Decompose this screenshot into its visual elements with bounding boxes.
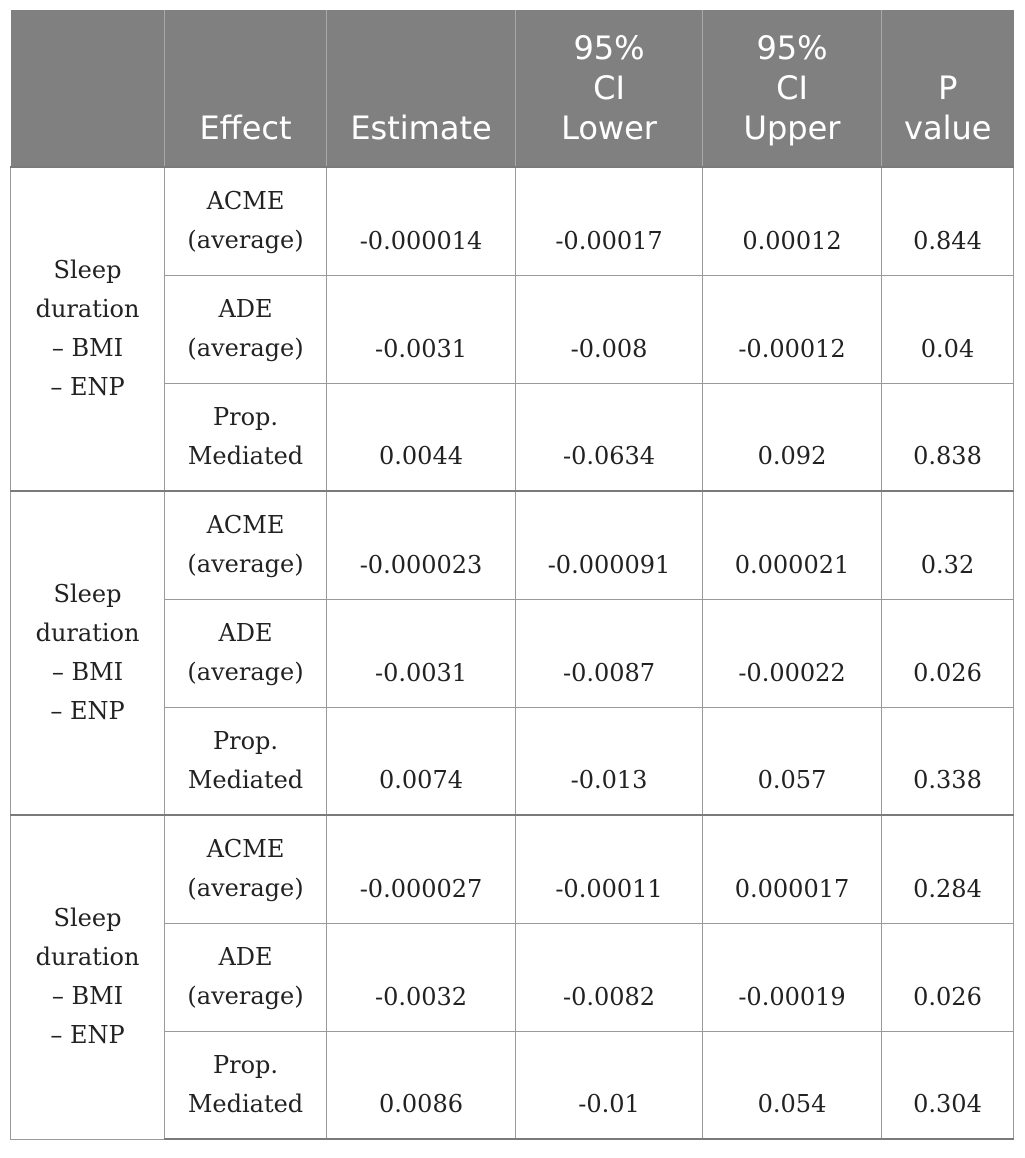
ci-lower-cell: -0.00017 <box>516 167 703 275</box>
estimate-cell: -0.000027 <box>327 815 516 923</box>
ci-upper-cell: -0.00019 <box>703 923 882 1031</box>
p-value-cell: 0.838 <box>882 383 1014 491</box>
effect-cell <box>165 599 327 707</box>
header-group <box>11 10 165 167</box>
table-header <box>11 10 1014 167</box>
header-ci-lower-line: 95% <box>573 29 645 67</box>
p-value-cell: 0.338 <box>882 707 1014 815</box>
group-label-line: – BMI <box>51 982 124 1011</box>
group-label-cell <box>11 815 165 1139</box>
ci-lower-cell: -0.01 <box>516 1031 703 1139</box>
header-ci-upper-line: 95% <box>756 29 828 67</box>
table-row <box>11 167 1014 275</box>
estimate-cell: 0.0044 <box>327 383 516 491</box>
ci-upper-cell: 0.00012 <box>703 167 882 275</box>
effect-cell <box>165 1031 327 1139</box>
table-row <box>11 815 1014 923</box>
effect-label-line: Prop. <box>212 1050 279 1079</box>
effect-cell <box>165 815 327 923</box>
header-p-value <box>882 10 1014 167</box>
table-body <box>11 167 1014 1139</box>
header-ci-upper <box>703 10 882 167</box>
p-value-cell: 0.026 <box>882 923 1014 1031</box>
estimate-cell: -0.0031 <box>327 599 516 707</box>
header-p-value-line: value <box>904 109 992 147</box>
effect-label-line: Mediated <box>187 1089 304 1118</box>
header-ci-lower-line: Lower <box>561 109 657 147</box>
group-label-cell <box>11 167 165 491</box>
effect-cell <box>165 167 327 275</box>
p-value-cell: 0.304 <box>882 1031 1014 1139</box>
effect-cell <box>165 275 327 383</box>
estimate-cell: -0.000023 <box>327 491 516 599</box>
group-label-line: Sleep <box>53 904 122 933</box>
effect-label-line: Mediated <box>187 765 304 794</box>
group-label-line: – BMI <box>51 334 124 362</box>
header-ci-upper-line: CI <box>776 69 808 107</box>
estimate-cell: 0.0074 <box>327 707 516 815</box>
table-row <box>11 491 1014 599</box>
ci-lower-cell: -0.000091 <box>516 491 703 599</box>
ci-upper-cell: 0.000021 <box>703 491 882 599</box>
effect-label-line: (average) <box>187 334 304 362</box>
ci-lower-cell: -0.00011 <box>516 815 703 923</box>
effect-label-line: ACME <box>206 835 285 864</box>
ci-upper-cell: 0.057 <box>703 707 882 815</box>
header-effect: Effect <box>165 10 327 167</box>
ci-lower-cell: -0.0634 <box>516 383 703 491</box>
effect-label-line: Prop. <box>212 726 279 755</box>
effect-label-line: (average) <box>187 874 304 903</box>
effect-cell <box>165 491 327 599</box>
effect-label-line: (average) <box>187 226 304 255</box>
effect-cell <box>165 923 327 1031</box>
header-ci-lower-line: CI <box>593 69 625 107</box>
effect-label-line: ADE <box>218 295 273 323</box>
ci-upper-cell: -0.00012 <box>703 275 882 383</box>
group-label-line: – ENP <box>50 373 125 401</box>
p-value-cell: 0.284 <box>882 815 1014 923</box>
ci-upper-cell: 0.054 <box>703 1031 882 1139</box>
p-value-cell: 0.026 <box>882 599 1014 707</box>
p-value-cell: 0.04 <box>882 275 1014 383</box>
mediation-results-table <box>10 10 1014 1140</box>
ci-upper-cell: -0.00022 <box>703 599 882 707</box>
group-label-line: duration <box>35 619 140 647</box>
effect-label-line: ADE <box>218 943 273 971</box>
ci-lower-cell: -0.008 <box>516 275 703 383</box>
effect-label-line: (average) <box>187 658 304 686</box>
p-value-cell: 0.844 <box>882 167 1014 275</box>
effect-label-line: (average) <box>187 550 304 579</box>
effect-cell <box>165 707 327 815</box>
header-ci-upper-line: Upper <box>743 109 841 147</box>
ci-lower-cell: -0.013 <box>516 707 703 815</box>
ci-upper-cell: 0.000017 <box>703 815 882 923</box>
group-label-line: duration <box>35 295 140 323</box>
group-label-cell <box>11 491 165 815</box>
effect-label-line: Prop. <box>212 402 279 431</box>
header-estimate: Estimate <box>327 10 516 167</box>
group-label-line: duration <box>35 943 140 972</box>
estimate-cell: -0.0032 <box>327 923 516 1031</box>
group-label-line: – BMI <box>51 658 124 686</box>
effect-cell <box>165 383 327 491</box>
group-label-line: Sleep <box>53 256 122 284</box>
header-p-value-line: P <box>938 69 958 107</box>
effect-label-line: ADE <box>218 619 273 647</box>
group-label-line: – ENP <box>50 697 125 725</box>
ci-lower-cell: -0.0087 <box>516 599 703 707</box>
effect-label-line: Mediated <box>187 441 304 470</box>
effect-label-line: ACME <box>206 511 285 540</box>
estimate-cell: 0.0086 <box>327 1031 516 1139</box>
ci-upper-cell: 0.092 <box>703 383 882 491</box>
group-label-line: – ENP <box>50 1021 125 1050</box>
group-label-line: Sleep <box>53 580 122 608</box>
ci-lower-cell: -0.0082 <box>516 923 703 1031</box>
effect-label-line: (average) <box>187 982 304 1010</box>
estimate-cell: -0.0031 <box>327 275 516 383</box>
header-row <box>11 10 1014 167</box>
p-value-cell: 0.32 <box>882 491 1014 599</box>
estimate-cell: -0.000014 <box>327 167 516 275</box>
effect-label-line: ACME <box>206 187 285 216</box>
header-ci-lower <box>516 10 703 167</box>
